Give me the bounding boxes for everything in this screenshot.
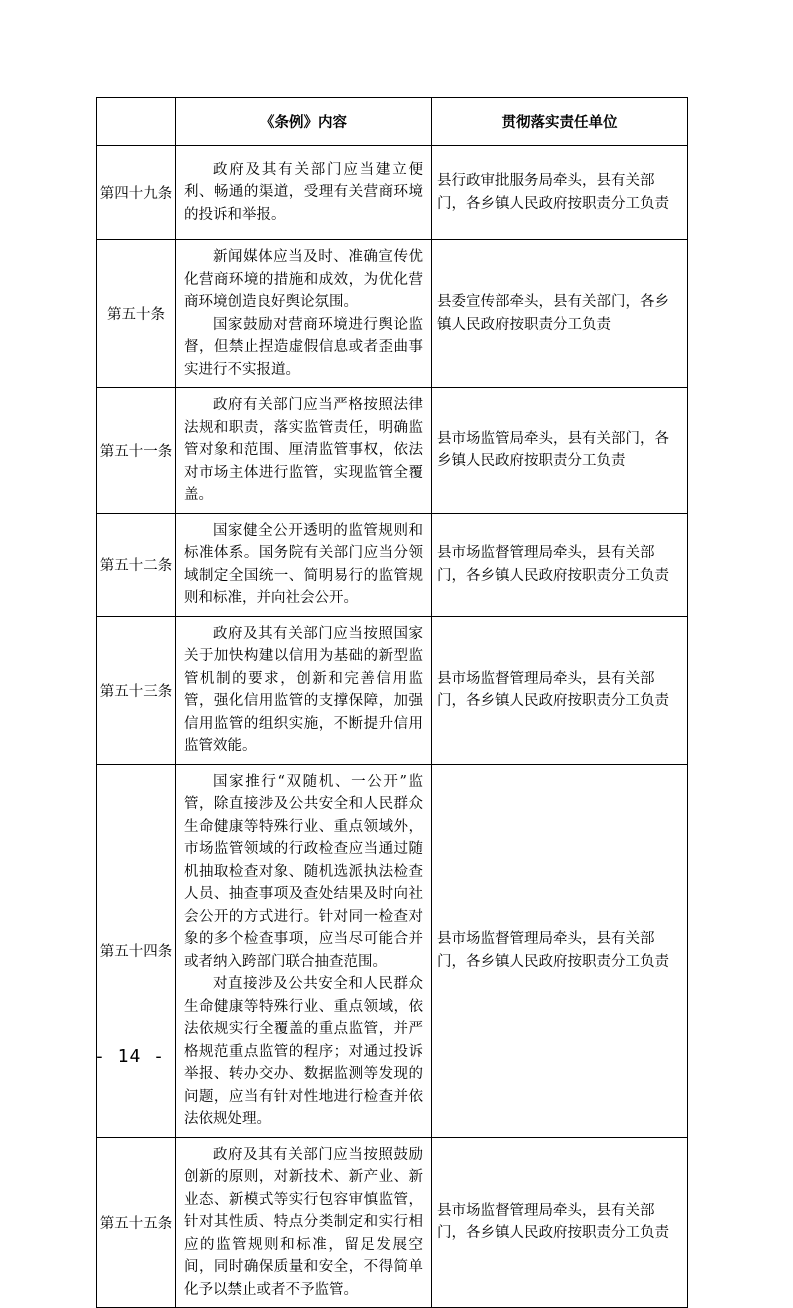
content-paragraph: 国家鼓励对营商环境进行舆论监督，但禁止捏造虚假信息或者歪曲事实进行不实报道。 [184, 316, 423, 378]
responsible-unit: 县市场监督管理局牵头，县有关部门，各乡镇人民政府按职责分工负责 [432, 764, 688, 1137]
header-article [97, 98, 176, 146]
article-content [176, 616, 432, 764]
table-row [97, 240, 688, 388]
table-row [97, 388, 688, 514]
content-paragraph: 国家推行“双随机、一公开”监管，除直接涉及公共安全和人民群众生命健康等特殊行业、重点领域外，市场监管领域的行政检查应当通过随机抽取检查对象、随机选派执法检查人员、抽查事项及查处结果及时向社会公开的方式进行。针对同一检查对象的多个检查事项，应当尽可能合并或者纳入跨部门联合抽查范围。 [184, 773, 423, 970]
article-number: 第五十二条 [97, 513, 176, 616]
table-body [97, 146, 688, 1308]
content-paragraph: 政府及其有关部门应当按照国家关于加快构建以信用为基础的新型监管机制的要求，创新和完善信用监管，强化信用监管的支撑保障，加强信用监管的组织实施，不断提升信用监管效能。 [184, 625, 423, 754]
content-paragraph: 国家健全公开透明的监管规则和标准体系。国务院有关部门应当分领域制定全国统一、简明易行的监管规则和标准，并向社会公开。 [184, 522, 423, 606]
article-number: 第五十条 [97, 240, 176, 388]
content-paragraph: 对直接涉及公共安全和人民群众生命健康等特殊行业、重点领域，依法依规实行全覆盖的重点监管，并严格规范重点监管的程序；对通过投诉举报、转办交办、数据监测等发现的问题，应当有针对性地进行检查并依法依规处理。 [184, 976, 423, 1127]
article-content [176, 388, 432, 514]
content-paragraph: 新闻媒体应当及时、准确宣传优化营商环境的措施和成效，为优化营商环境创造良好舆论氛围。 [184, 249, 423, 310]
article-content [176, 513, 432, 616]
table-header-row [97, 98, 688, 146]
table-row [97, 146, 688, 240]
article-content [176, 240, 432, 388]
header-content: 《条例》内容 [176, 98, 432, 146]
responsible-unit: 县行政审批服务局牵头，县有关部门，各乡镇人民政府按职责分工负责 [432, 146, 688, 240]
article-content [176, 764, 432, 1137]
article-number: 第五十一条 [97, 388, 176, 514]
table-row [97, 1137, 688, 1308]
table-row [97, 513, 688, 616]
header-unit: 贯彻落实责任单位 [432, 98, 688, 146]
article-number: 第五十四条 [97, 764, 176, 1137]
responsible-unit: 县市场监督管理局牵头，县有关部门，各乡镇人民政府按职责分工负责 [432, 616, 688, 764]
regulation-table [96, 97, 688, 1308]
responsible-unit: 县市场监督管理局牵头，县有关部门，各乡镇人民政府按职责分工负责 [432, 1137, 688, 1308]
article-number: 第四十九条 [97, 146, 176, 240]
content-paragraph: 政府有关部门应当严格按照法律法规和职责，落实监管责任，明确监管对象和范围、厘清监管事权，依法对市场主体进行监管，实现监管全覆盖。 [184, 397, 423, 503]
table-row [97, 616, 688, 764]
responsible-unit: 县委宣传部牵头，县有关部门，各乡镇人民政府按职责分工负责 [432, 240, 688, 388]
page-number: - 14 - [94, 1046, 166, 1067]
content-paragraph: 政府及其有关部门应当按照鼓励创新的原则，对新技术、新产业、新业态、新模式等实行包容审慎监管，针对其性质、特点分类制定和实行相应的监管规则和标准，留足发展空间，同时确保质量和安全，不得简单化予以禁止或者不予监管。 [184, 1146, 423, 1298]
article-number: 第五十五条 [97, 1137, 176, 1308]
article-content [176, 1137, 432, 1308]
article-content [176, 146, 432, 240]
article-number: 第五十三条 [97, 616, 176, 764]
table-row [97, 764, 688, 1137]
responsible-unit: 县市场监督管理局牵头，县有关部门，各乡镇人民政府按职责分工负责 [432, 513, 688, 616]
responsible-unit: 县市场监管局牵头，县有关部门，各乡镇人民政府按职责分工负责 [432, 388, 688, 514]
content-paragraph: 政府及其有关部门应当建立便利、畅通的渠道，受理有关营商环境的投诉和举报。 [184, 161, 423, 223]
